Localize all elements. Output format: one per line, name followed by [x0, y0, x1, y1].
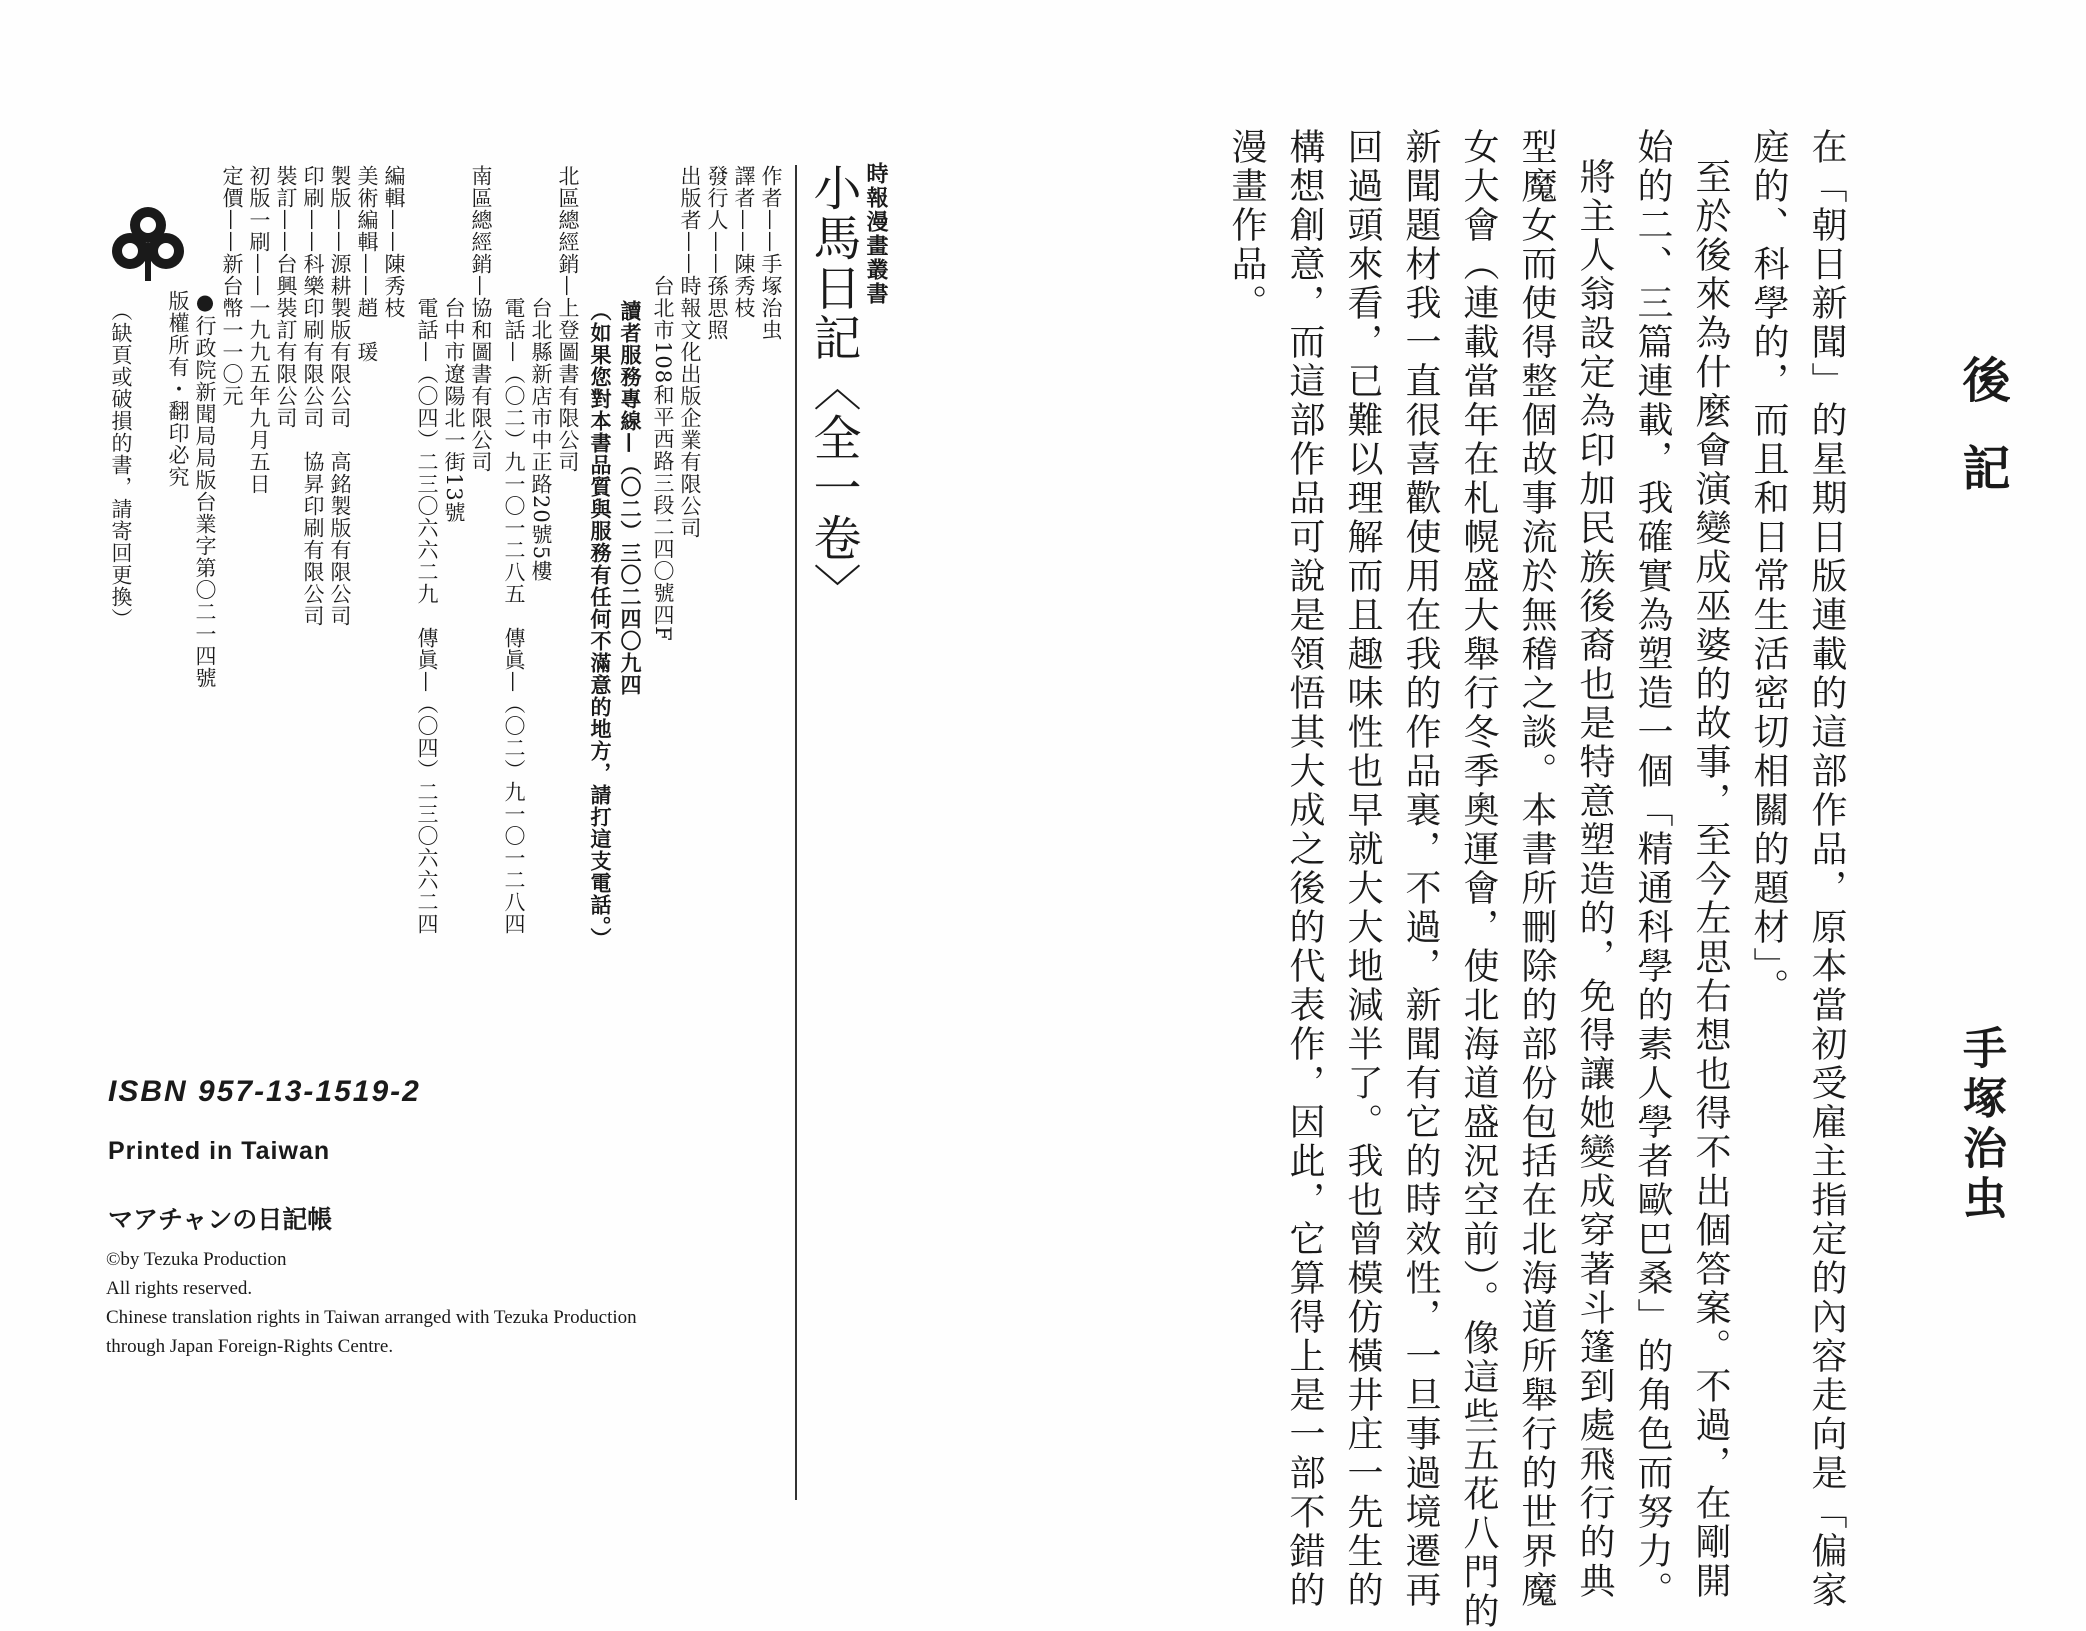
afterword-line: 型魔女而使得整個故事流於無稽之談。本書所刪除的部份包括在北海道所舉行的世界魔: [1516, 128, 1557, 1610]
afterword-line: 新聞題材我一直很喜歡使用在我的作品裏，不過，新聞有它的時效性，一旦事過境遷再: [1400, 128, 1441, 1610]
afterword-line: 庭的、科學的，而且和日常生活密切相關的題材」。: [1748, 128, 1789, 1007]
south-distributor: 電話—（〇四）二三〇六六二九 傳眞—（〇四）二三〇六六二四: [415, 165, 439, 935]
south-distributor: 台中市遼陽北一街13號: [442, 165, 466, 524]
printed-in-taiwan: Printed in Taiwan: [108, 1137, 331, 1165]
book-title: 小馬日記〈全一卷〉: [805, 163, 861, 613]
afterword-line: 漫畫作品。: [1226, 128, 1267, 323]
license-line: （缺頁或破損的書，請寄回更換）: [109, 300, 133, 630]
service-note: （如果您對本書品質與服務有任何不滿意的地方，請打這支電話。）: [588, 300, 613, 950]
isbn: ISBN 957-13-1519-2: [108, 1075, 421, 1108]
production-line: 印刷——科樂印刷有限公司 協昇印刷有限公司: [301, 165, 325, 627]
afterword-author: 手塚治虫: [1955, 1025, 2006, 1225]
rights-line: through Japan Foreign-Rights Centre.: [106, 1336, 394, 1357]
production-line: 美術編輯——趙 瑗: [355, 165, 379, 363]
credit-line: 出版者——時報文化出版企業有限公司: [678, 165, 702, 539]
rights-line: Chinese translation rights in Taiwan arranged with Tezuka Production: [106, 1307, 637, 1328]
south-distributor: 南區總經銷—協和圖書有限公司: [469, 165, 493, 473]
series-name: 時報漫畫叢書: [863, 162, 889, 306]
afterword-line: 構想創意，而這部作品可說是領悟其大成之後的代表作，因此，它算得上是一部不錯的: [1284, 128, 1325, 1610]
rights-block: [106, 1245, 637, 1361]
credit-line: 譯者——陳秀枝: [732, 165, 756, 319]
spread-fold: [795, 165, 797, 1500]
credit-line: 台北市108和平西路三段二四〇號四F: [651, 165, 675, 642]
production-line: 編輯——陳秀枝: [382, 165, 406, 319]
production-line: 定價——新台幣一一〇元: [220, 165, 244, 407]
license-line: 版權所有・翻印必究: [166, 290, 190, 488]
credit-line: 作者——手塚治虫: [759, 165, 783, 341]
license-line: ●行政院新聞局局版台業字第〇二一四號: [193, 290, 217, 689]
rights-line: All rights reserved.: [106, 1278, 253, 1299]
afterword-line: 女大會（連載當年在札幌盛大舉行冬季奧運會，使北海道盛況空前）。像這些五花八門的: [1458, 128, 1499, 1631]
production-line: 初版一刷——一九九五年九月五日: [247, 165, 271, 495]
publisher-logo-icon: [108, 203, 188, 283]
afterword-line: 至於後來為什麼會演變成巫婆的故事，至今左思右想也得不出個答案。不過，在剛開: [1690, 158, 1731, 1601]
afterword-line: 在「朝日新聞」的星期日版連載的這部作品，原本當初受雇主指定的內容走向是「偏家: [1806, 128, 1847, 1610]
north-distributor: 北區總經銷—上登圖書有限公司: [556, 165, 580, 473]
afterword-title: 後記: [1954, 355, 2010, 531]
afterword-line: 始的二、三篇連載，我確實為塑造一個「精通科學的素人學者歐巴桑」的角色而努力。: [1632, 128, 1673, 1610]
north-distributor: 台北縣新店市中正路20號5樓: [529, 165, 553, 583]
production-line: 製版——源耕製版有限公司 高銘製版有限公司: [328, 165, 352, 627]
rights-line: ©by Tezuka Production: [106, 1249, 287, 1270]
service-hotline: 讀者服務專線—（〇二）三〇二四〇九四: [618, 300, 643, 696]
japanese-title: マアチャンの日記帳: [108, 1205, 333, 1234]
credit-line: 發行人——孫思照: [705, 165, 729, 341]
afterword-line: 回過頭來看，已難以理解而且趣味性也早就大大地減半了。我也曾模仿橫井庄一先生的: [1342, 128, 1383, 1610]
production-line: 裝訂——台興裝訂有限公司: [274, 165, 298, 429]
afterword-line: 將主人翁設定為印加民族後裔也是特意塑造的，免得讓她變成穿著斗篷到處飛行的典: [1574, 158, 1615, 1601]
north-distributor: 電話—（〇二）九一〇一二八五 傳眞—（〇二）九一〇一二八四: [502, 165, 526, 935]
